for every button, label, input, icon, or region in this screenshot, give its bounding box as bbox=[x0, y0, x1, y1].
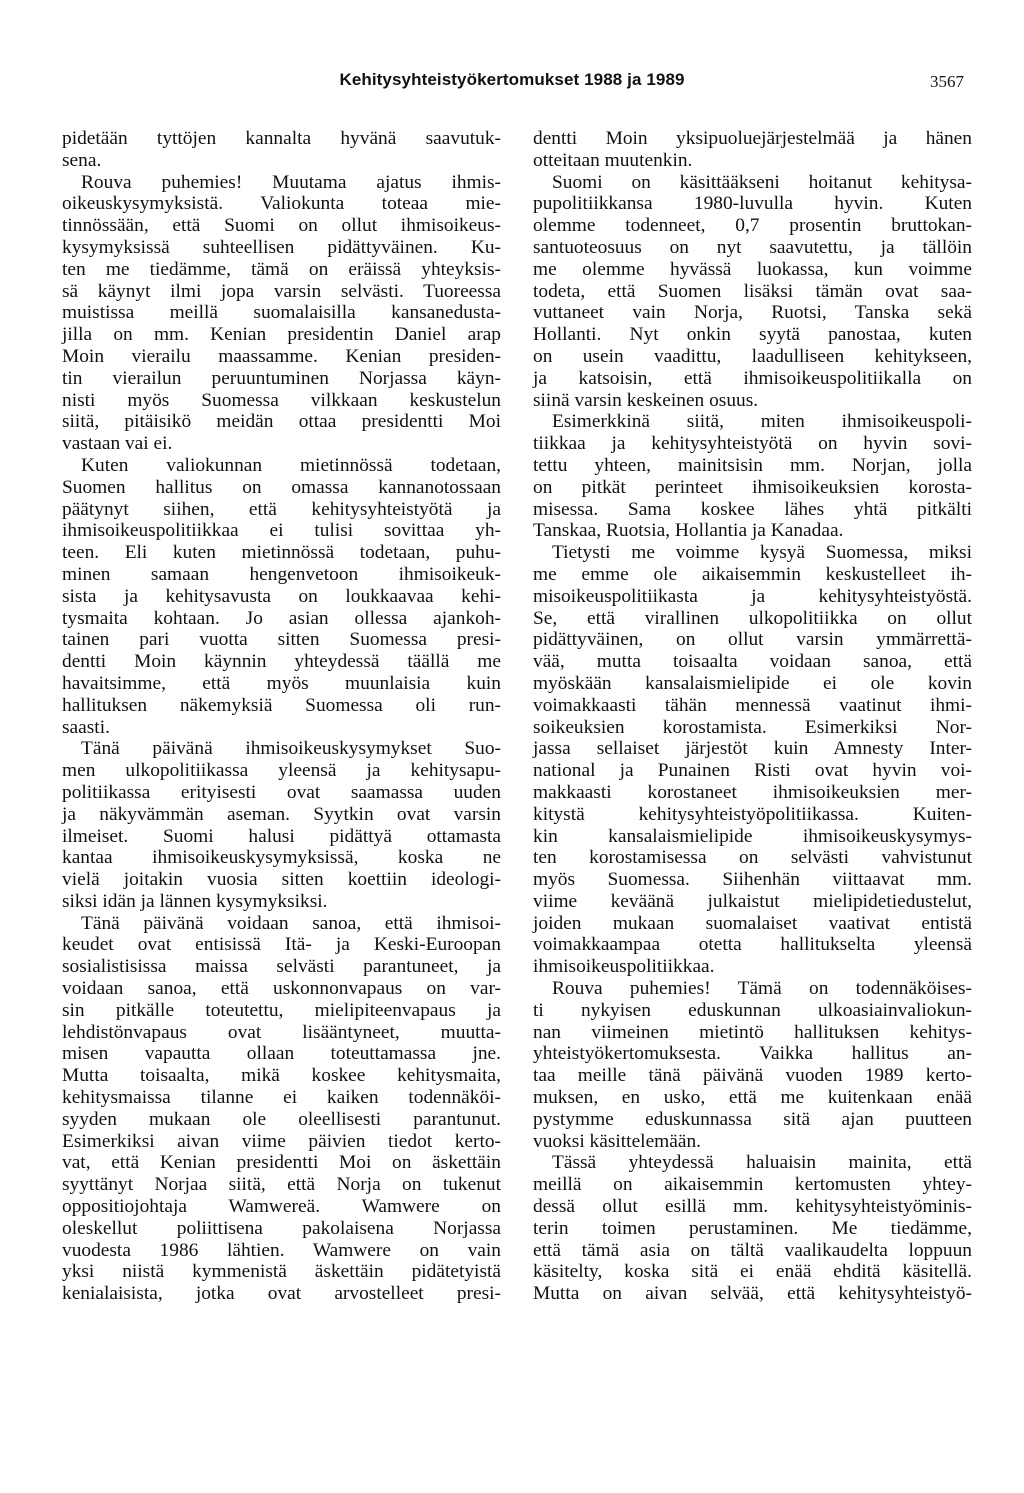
text-line: lehdistönvapaus ovat lisääntyneet, muutta- bbox=[62, 1021, 501, 1043]
text-line: misen vapautta ollaan toteuttamassa jne. bbox=[62, 1043, 501, 1065]
text-line: syyttänyt Norjaa siitä, että Norja on tukenut bbox=[62, 1174, 501, 1196]
text-line: saasti. bbox=[62, 716, 110, 738]
text-line: muksen, en usko, että me kuitenkaan enää bbox=[533, 1087, 972, 1109]
text-line: Esimerkiksi aivan viime päivien tiedot kerto- bbox=[62, 1130, 501, 1152]
text-line: siinä varsin keskeinen osuus. bbox=[533, 389, 759, 411]
text-line: dessä ollut esillä mm. kehitysyhteistyöminis- bbox=[533, 1196, 972, 1218]
text-line: sin pitkälle toteutettu, mielipiteenvapaus ja bbox=[62, 999, 501, 1021]
text-line: ti nykyisen eduskunnan ulkoasiainvaliokun- bbox=[533, 999, 972, 1021]
text-line: pystymme eduskunnassa sitä ajan puutteen bbox=[533, 1108, 972, 1130]
text-line: kenialaisista, jotka ovat arvostelleet presi- bbox=[62, 1283, 501, 1305]
text-line: vastaan vai ei. bbox=[62, 433, 173, 455]
text-line: sosialistisissa maissa selvästi parantuneet, ja bbox=[62, 956, 501, 978]
text-line: myöskään kansalaismielipide ei ole kovin bbox=[533, 672, 972, 694]
text-line: oikeuskysymyksistä. Valiokunta toteaa mie- bbox=[62, 193, 501, 215]
text-line: on pitkät perinteet ihmisoikeuksien korosta- bbox=[533, 476, 972, 498]
page-number: 3567 bbox=[930, 72, 964, 91]
text-line: vuttaneet vain Norja, Ruotsi, Tanska sekä bbox=[533, 302, 972, 324]
text-line: Kuten valiokunnan mietinnössä todetaan, bbox=[81, 454, 501, 476]
text-line: olemme todenneet, 0,7 prosentin bruttokan- bbox=[533, 215, 972, 237]
text-line: Hollanti. Nyt onkin syytä panostaa, kuten bbox=[533, 324, 972, 346]
text-line: Tietysti me voimme kysyä Suomessa, miksi bbox=[552, 542, 972, 564]
text-line: Se, että virallinen ulkopolitiikka on ollut bbox=[533, 607, 972, 629]
text-line: nisti myös Suomessa vilkkaan keskustelun bbox=[62, 389, 501, 411]
text-line: havaitsimme, että myös muunlaisia kuin bbox=[62, 672, 501, 694]
text-line: voimakkaasti tähän mennessä vaatinut ihmi- bbox=[533, 694, 972, 716]
text-line: makkaasti korostaneet ihmisoikeuksien mer- bbox=[533, 781, 972, 803]
text-line: dentti Moin yksipuoluejärjestelmää ja hänen bbox=[533, 128, 972, 149]
left-text-column bbox=[62, 128, 501, 1305]
text-line: teen. Eli kuten mietinnössä todetaan, puhu- bbox=[62, 542, 501, 564]
text-line: todeta, että Suomen lisäksi tämän ovat saa- bbox=[533, 280, 972, 302]
text-line: ihmisoikeuspolitiikkaa ei tulisi sovittaa yh- bbox=[62, 520, 501, 542]
text-line: me olemme hyvässä luokassa, kun voimme bbox=[533, 258, 972, 280]
text-line: kysymyksissä suhteellisen pidättyväinen. Ku- bbox=[62, 236, 501, 258]
text-line: Tänä päivänä voidaan sanoa, että ihmisoi- bbox=[81, 912, 501, 934]
text-line: ja katsoisin, että ihmisoikeuspolitiikalla on bbox=[533, 367, 972, 389]
text-line: terin toimen perustaminen. Me tiedämme, bbox=[533, 1217, 972, 1239]
text-line: tinnössään, että Suomi on ollut ihmisoikeus- bbox=[62, 215, 501, 237]
text-line: pidättyväinen, on ollut varsin ymmärrettä- bbox=[533, 629, 972, 651]
text-line: yksi niistä kymmenistä äskettäin pidätetyistä bbox=[62, 1261, 501, 1283]
text-line: kin kansalaismielipide ihmisoikeuskysymys- bbox=[533, 825, 972, 847]
text-line: yhteistyökertomuksesta. Vaikka hallitus an- bbox=[533, 1043, 972, 1065]
text-line: tin vierailun peruuntuminen Norjassa käyn- bbox=[62, 367, 501, 389]
text-line: misoikeuspolitiikasta ja kehitysyhteistyöstä. bbox=[533, 585, 972, 607]
text-line: hallituksen näkemyksiä Suomessa oli run- bbox=[62, 694, 501, 716]
text-line: Suomi on käsittääkseni hoitanut kehitysa- bbox=[552, 171, 972, 193]
text-line: Mutta on aivan selvää, että kehitysyhteistyö- bbox=[533, 1283, 972, 1305]
text-line: syyden mukaan ole oleellisesti parantunut. bbox=[62, 1108, 501, 1130]
text-line: ten korostamisessa on selvästi vahvistunut bbox=[533, 847, 972, 869]
text-line: dentti Moin käynnin yhteydessä täällä me bbox=[62, 651, 501, 673]
text-line: että tämä asia on tältä vaalikaudelta loppuun bbox=[533, 1239, 972, 1261]
text-line: vielä joitakin vuosia sitten koettiin ideologi- bbox=[62, 869, 501, 891]
text-line: otteitaan muutenkin. bbox=[533, 149, 693, 171]
text-line: vuoksi käsittelemään. bbox=[533, 1130, 702, 1152]
text-line: tettu yhteen, mainitsisin mm. Norjan, jolla bbox=[533, 454, 972, 476]
text-line: myös Suomessa. Siihenhän viittaavat mm. bbox=[533, 869, 972, 891]
text-line: päätynyt siihen, että kehitysyhteistyötä ja bbox=[62, 498, 501, 520]
text-line: Moin vierailu maassamme. Kenian presiden- bbox=[62, 345, 501, 367]
text-line: kitystä kehitysyhteistyöpolitiikassa. Kuiten- bbox=[533, 803, 972, 825]
text-line: sista ja kehitysavusta on loukkaavaa kehi- bbox=[62, 585, 501, 607]
text-line: tysmaita kohtaan. Jo asian ollessa ajankoh- bbox=[62, 607, 501, 629]
text-line: me emme ole aikaisemmin keskustelleet ih- bbox=[533, 563, 972, 585]
text-line: Suomen hallitus on omassa kannanotossaan bbox=[62, 476, 501, 498]
text-line: Tanskaa, Ruotsia, Hollantia ja Kanadaa. bbox=[533, 520, 844, 542]
text-line: jassa sellaiset järjestöt kuin Amnesty Inter- bbox=[533, 738, 972, 760]
text-line: pupolitiikkansa 1980-luvulla hyvin. Kuten bbox=[533, 193, 972, 215]
text-line: taa meille tänä päivänä vuoden 1989 kerto- bbox=[533, 1065, 972, 1087]
text-line: vää, mutta toisaalta voidaan sanoa, että bbox=[533, 651, 972, 673]
text-line: Rouva puhemies! Tämä on todennäköises- bbox=[552, 978, 972, 1000]
text-line: pidetään tyttöjen kannalta hyvänä saavutuk- bbox=[62, 128, 501, 149]
text-line: Mutta toisaalta, mikä koskee kehitysmaita, bbox=[62, 1065, 501, 1087]
text-line: santuoteosuus on nyt saavutettu, ja tällöin bbox=[533, 236, 972, 258]
text-line: kantaa ihmisoikeuskysymyksissä, koska ne bbox=[62, 847, 501, 869]
text-line: meillä on aikaisemmin kertomusten yhtey- bbox=[533, 1174, 972, 1196]
text-line: Tässä yhteydessä haluaisin mainita, että bbox=[552, 1152, 972, 1174]
text-line: tainen pari vuotta sitten Suomessa presi- bbox=[62, 629, 501, 651]
text-line: joiden mukaan suomalaiset vaativat entistä bbox=[533, 912, 972, 934]
text-line: sena. bbox=[62, 149, 102, 171]
text-line: minen samaan hengenvetoon ihmisoikeuk- bbox=[62, 563, 501, 585]
text-line: national ja Punainen Risti ovat hyvin voi- bbox=[533, 760, 972, 782]
text-line: vat, että Kenian presidentti Moi on äskettäin bbox=[62, 1152, 501, 1174]
text-line: politiikassa erityisesti ovat saamassa uuden bbox=[62, 781, 501, 803]
text-line: oleskellut poliittisena pakolaisena Norjassa bbox=[62, 1217, 501, 1239]
text-line: misessa. Sama koskee lähes yhtä pitkälti bbox=[533, 498, 972, 520]
text-line: on usein vaadittu, laadulliseen kehitykseen, bbox=[533, 345, 972, 367]
text-line: voidaan sanoa, että uskonnonvapaus on var- bbox=[62, 978, 501, 1000]
text-line: siitä, pitäisikö meidän ottaa presidentti Moi bbox=[62, 411, 501, 433]
text-line: käsitelty, koska sitä ei enää ehditä käsitellä. bbox=[533, 1261, 972, 1283]
running-header-title: Kehitysyhteistyökertomukset 1988 ja 1989 bbox=[339, 70, 685, 89]
right-text-column bbox=[533, 128, 972, 1305]
text-line: jilla on mm. Kenian presidentin Daniel arap bbox=[62, 324, 501, 346]
text-line: ja näkyvämmän aseman. Syytkin ovat varsin bbox=[62, 803, 501, 825]
text-line: voimakkaampaa otetta hallitukselta yleensä bbox=[533, 934, 972, 956]
text-line: siksi idän ja lännen kysymyksiksi. bbox=[62, 890, 328, 912]
text-line: Tänä päivänä ihmisoikeuskysymykset Suo- bbox=[81, 738, 501, 760]
text-line: ihmisoikeuspolitiikkaa. bbox=[533, 956, 715, 978]
text-line: Esimerkkinä siitä, miten ihmisoikeuspoli- bbox=[552, 411, 972, 433]
text-line: sä käynyt ilmi jopa varsin selvästi. Tuoreessa bbox=[62, 280, 501, 302]
text-line: nan viimeinen mietintö hallituksen kehitys- bbox=[533, 1021, 972, 1043]
text-line: men ulkopolitiikassa yleensä ja kehitysapu- bbox=[62, 760, 501, 782]
text-line: viime keväänä julkaistut mielipidetiedustelut, bbox=[533, 890, 972, 912]
text-line: ten me tiedämme, tämä on eräissä yhteyksis- bbox=[62, 258, 501, 280]
text-line: muistissa meillä suomalaisilla kansanedusta- bbox=[62, 302, 501, 324]
text-line: ilmeiset. Suomi halusi pidättyä ottamasta bbox=[62, 825, 501, 847]
text-line: Rouva puhemies! Muutama ajatus ihmis- bbox=[81, 171, 501, 193]
text-line: oppositiojohtaja Wamwereä. Wamwere on bbox=[62, 1196, 501, 1218]
text-line: tiikkaa ja kehitysyhteistyötä on hyvin sovi- bbox=[533, 433, 972, 455]
text-line: vuodesta 1986 lähtien. Wamwere on vain bbox=[62, 1239, 501, 1261]
text-line: kehitysmaissa tilanne ei kaiken todennäköi- bbox=[62, 1087, 501, 1109]
text-line: keudet ovat entisissä Itä- ja Keski-Euroopan bbox=[62, 934, 501, 956]
text-line: soikeuksien korostamista. Esimerkiksi Nor- bbox=[533, 716, 972, 738]
